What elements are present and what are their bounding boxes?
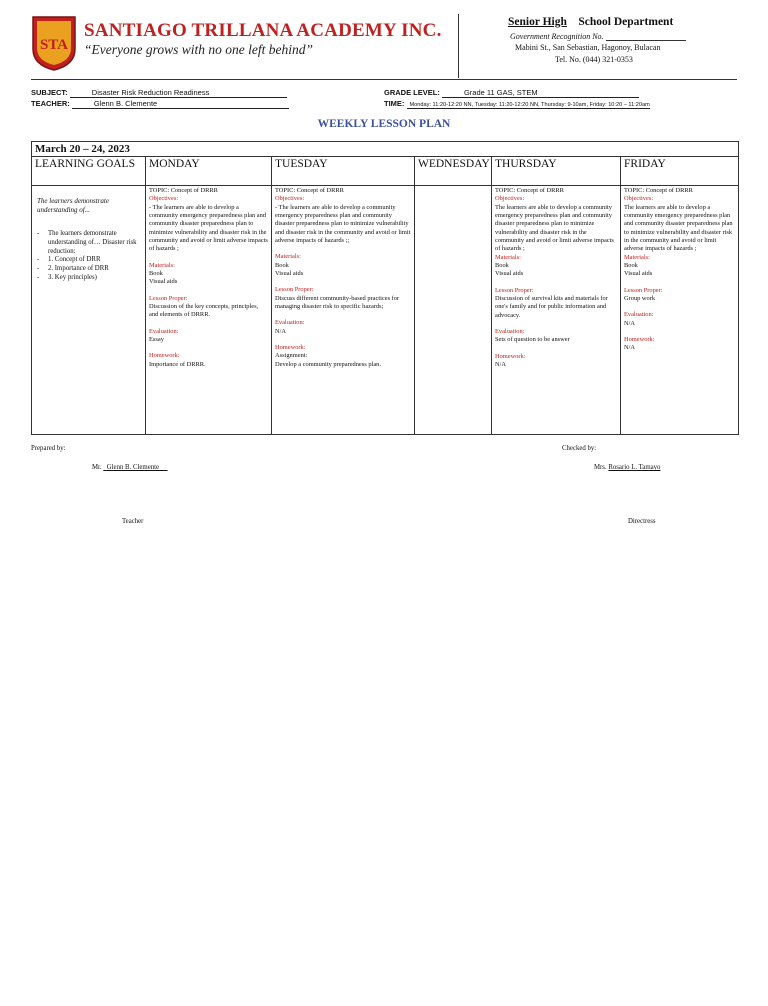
grade-value: Grade 11 GAS, STEM — [442, 88, 639, 98]
tuesday-homework-1: Assignment: — [275, 352, 308, 360]
content-row — [32, 186, 739, 435]
thursday-hw-label: Homework: — [495, 352, 526, 360]
goals-list — [35, 230, 142, 283]
monday-cell — [146, 186, 272, 435]
thursday-homework: N/A — [495, 360, 507, 368]
friday-obj-label: Objectives: — [624, 195, 654, 203]
learning-goals-cell — [32, 186, 146, 435]
goal-item: - The learners demonstrate understanding of… Disaster risk reduction: — [35, 230, 142, 256]
subject-value: Disaster Risk Reduction Readiness — [70, 88, 287, 98]
col-learning-goals: LEARNING GOALS — [32, 157, 146, 186]
tuesday-evaluation: N/A — [275, 327, 287, 335]
school-motto: “Everyone grows with no one left behind” — [84, 42, 313, 57]
wednesday-cell — [415, 186, 492, 435]
time-value: Monday: 11:20-12:20 NN, Tuesday: 11:20-12:20 NN, Thursday: 9-10am, Friday: 10:20 – 11:20am — [407, 102, 650, 109]
tuesday-homework-2: Develop a community preparedness plan. — [275, 360, 381, 368]
tuesday-obj-label: Objectives: — [275, 195, 305, 203]
teacher-role: Teacher — [122, 518, 144, 525]
goal-item: - 2. Importance of DRR — [35, 265, 142, 274]
thursday-lesson: Discussion of survival kits and materials for one's family and for public information and advocacy. — [495, 294, 608, 319]
tuesday-materials-label: Materials: — [275, 253, 301, 261]
monday-material: Visual aids — [149, 278, 178, 286]
school-tel: Tel. No. (044) 321-0353 — [555, 55, 633, 64]
prepared-by-label: Prepared by: — [31, 445, 66, 452]
dept-name: School Department — [578, 16, 674, 28]
thursday-evaluation: Sets of question to be answer — [495, 336, 570, 344]
monday-topic: TOPIC: Concept of DRRR — [149, 187, 218, 194]
dept-level: Senior High — [508, 16, 567, 28]
thursday-materials-label: Materials: — [495, 253, 521, 261]
subject-field: SUBJECT: Disaster Risk Reduction Readiness — [31, 88, 287, 98]
col-thursday: THURSDAY — [492, 157, 621, 186]
monday-objectives: - The learners are able to develop a community emergency preparedness plan and community disaster preparedness plan to minimize vulnerability and disaster risk in the community and avoid or limit adverse impacts of hazards ; — [149, 203, 268, 253]
monday-evaluation: Essay — [149, 335, 164, 343]
friday-cell — [621, 186, 739, 435]
tuesday-material: Visual aids — [275, 269, 304, 277]
friday-homework: N/A — [624, 344, 636, 352]
lesson-plan-table — [31, 141, 739, 435]
monday-homework: Importance of DRRR. — [149, 360, 206, 368]
tuesday-cell — [272, 186, 415, 435]
teacher-signature: Mr. Glenn B. Clemente — [92, 464, 160, 471]
friday-evaluation: N/A — [624, 319, 636, 327]
col-monday: MONDAY — [146, 157, 272, 186]
grade-field: GRADE LEVEL: Grade 11 GAS, STEM — [384, 88, 639, 98]
week-row — [32, 142, 739, 157]
checked-by-label: Checked by: — [562, 445, 597, 452]
thursday-objectives: The learners are able to develop a community emergency preparedness plan and community disaster preparedness plan to minimize vulnerability and disaster risk in the community and avoid or limit adverse impacts of hazards ; — [495, 203, 614, 253]
tuesday-hw-label: Homework: — [275, 343, 306, 351]
director-signature: Mrs. Rosario L. Tamayo — [594, 464, 661, 471]
school-name: SANTIAGO TRILLANA ACADEMY INC. — [84, 20, 442, 41]
teacher-signature-name: Glenn B. Clemente — [106, 464, 160, 471]
time-field: TIME: Monday: 11:20-12:20 NN, Tuesday: 11:20-12:20 NN, Thursday: 9-10am, Friday: 10:20 – 11:20am — [384, 99, 650, 108]
thursday-obj-label: Objectives: — [495, 195, 525, 203]
school-address: Mabini St., San Sebastian, Hagonoy, Bulacan — [515, 43, 661, 52]
week-range: March 20 – 24, 2023 — [32, 142, 739, 157]
friday-lesson: Group work — [624, 294, 656, 302]
goal-item: - 1. Concept of DRR — [35, 256, 142, 265]
goals-intro: The learners demonstrate understanding of... — [37, 197, 109, 215]
thursday-material: Book — [495, 261, 509, 269]
tuesday-eval-label: Evaluation: — [275, 319, 305, 327]
header-row — [32, 157, 739, 186]
thursday-eval-label: Evaluation: — [495, 327, 525, 335]
logo-text: STA — [39, 37, 69, 53]
header-divider — [458, 14, 459, 78]
monday-obj-label: Objectives: — [149, 195, 179, 203]
thursday-cell — [492, 186, 621, 435]
tuesday-objectives: - The learners are able to develop a community emergency preparedness plan and community disaster preparedness plan to minimize vulnerability and disaster risk in the community and avoid or limit adverse impacts of hazards ;; — [275, 203, 411, 244]
thursday-material: Visual aids — [495, 270, 524, 278]
school-logo — [31, 15, 77, 71]
friday-lesson-label: Lesson Proper: — [624, 286, 663, 294]
friday-material: Visual aids — [624, 270, 653, 278]
tuesday-lesson-label: Lesson Proper: — [275, 286, 314, 294]
monday-lesson-label: Lesson Proper: — [149, 294, 188, 302]
header-rule — [31, 79, 737, 80]
goal-item: - 3. Key principles) — [35, 274, 142, 283]
monday-hw-label: Homework: — [149, 352, 180, 360]
tuesday-topic: TOPIC: Concept of DRRR — [275, 187, 344, 194]
teacher-value: Glenn B. Clemente — [72, 99, 289, 109]
friday-hw-label: Homework: — [624, 335, 655, 343]
director-signature-name: Rosario L. Tamayo — [608, 464, 661, 471]
friday-eval-label: Evaluation: — [624, 311, 654, 319]
friday-topic: TOPIC: Concept of DRRR — [624, 187, 693, 194]
friday-materials-label: Materials: — [624, 253, 650, 261]
monday-materials-label: Materials: — [149, 261, 175, 269]
thursday-lesson-label: Lesson Proper: — [495, 286, 534, 294]
thursday-topic: TOPIC: Concept of DRRR — [495, 187, 564, 194]
tuesday-lesson: Discuss different community-based practices for managing disaster risk to specific hazards; — [275, 294, 400, 310]
friday-objectives: The learners are able to develop a community emergency preparedness plan and community disaster preparedness plan to minimize vulnerability and disaster risk in the community and avoid or limit adverse impacts of hazards ; — [624, 203, 733, 253]
director-role: Directress — [628, 518, 656, 525]
col-wednesday: WEDNESDAY — [415, 157, 492, 186]
monday-material: Book — [149, 269, 163, 277]
monday-eval-label: Evaluation: — [149, 327, 179, 335]
plan-title: WEEKLY LESSON PLAN — [317, 118, 451, 130]
tuesday-material: Book — [275, 261, 289, 269]
col-friday: FRIDAY — [621, 157, 739, 186]
monday-lesson: Discussion of the key concepts, principles, and elements of DRRR. — [149, 302, 259, 319]
friday-material: Book — [624, 261, 638, 269]
teacher-field: TEACHER: Glenn B. Clemente — [31, 99, 289, 109]
department-heading — [508, 16, 698, 28]
gov-recognition: Government Recognition No. — [510, 32, 686, 41]
col-tuesday: TUESDAY — [272, 157, 415, 186]
